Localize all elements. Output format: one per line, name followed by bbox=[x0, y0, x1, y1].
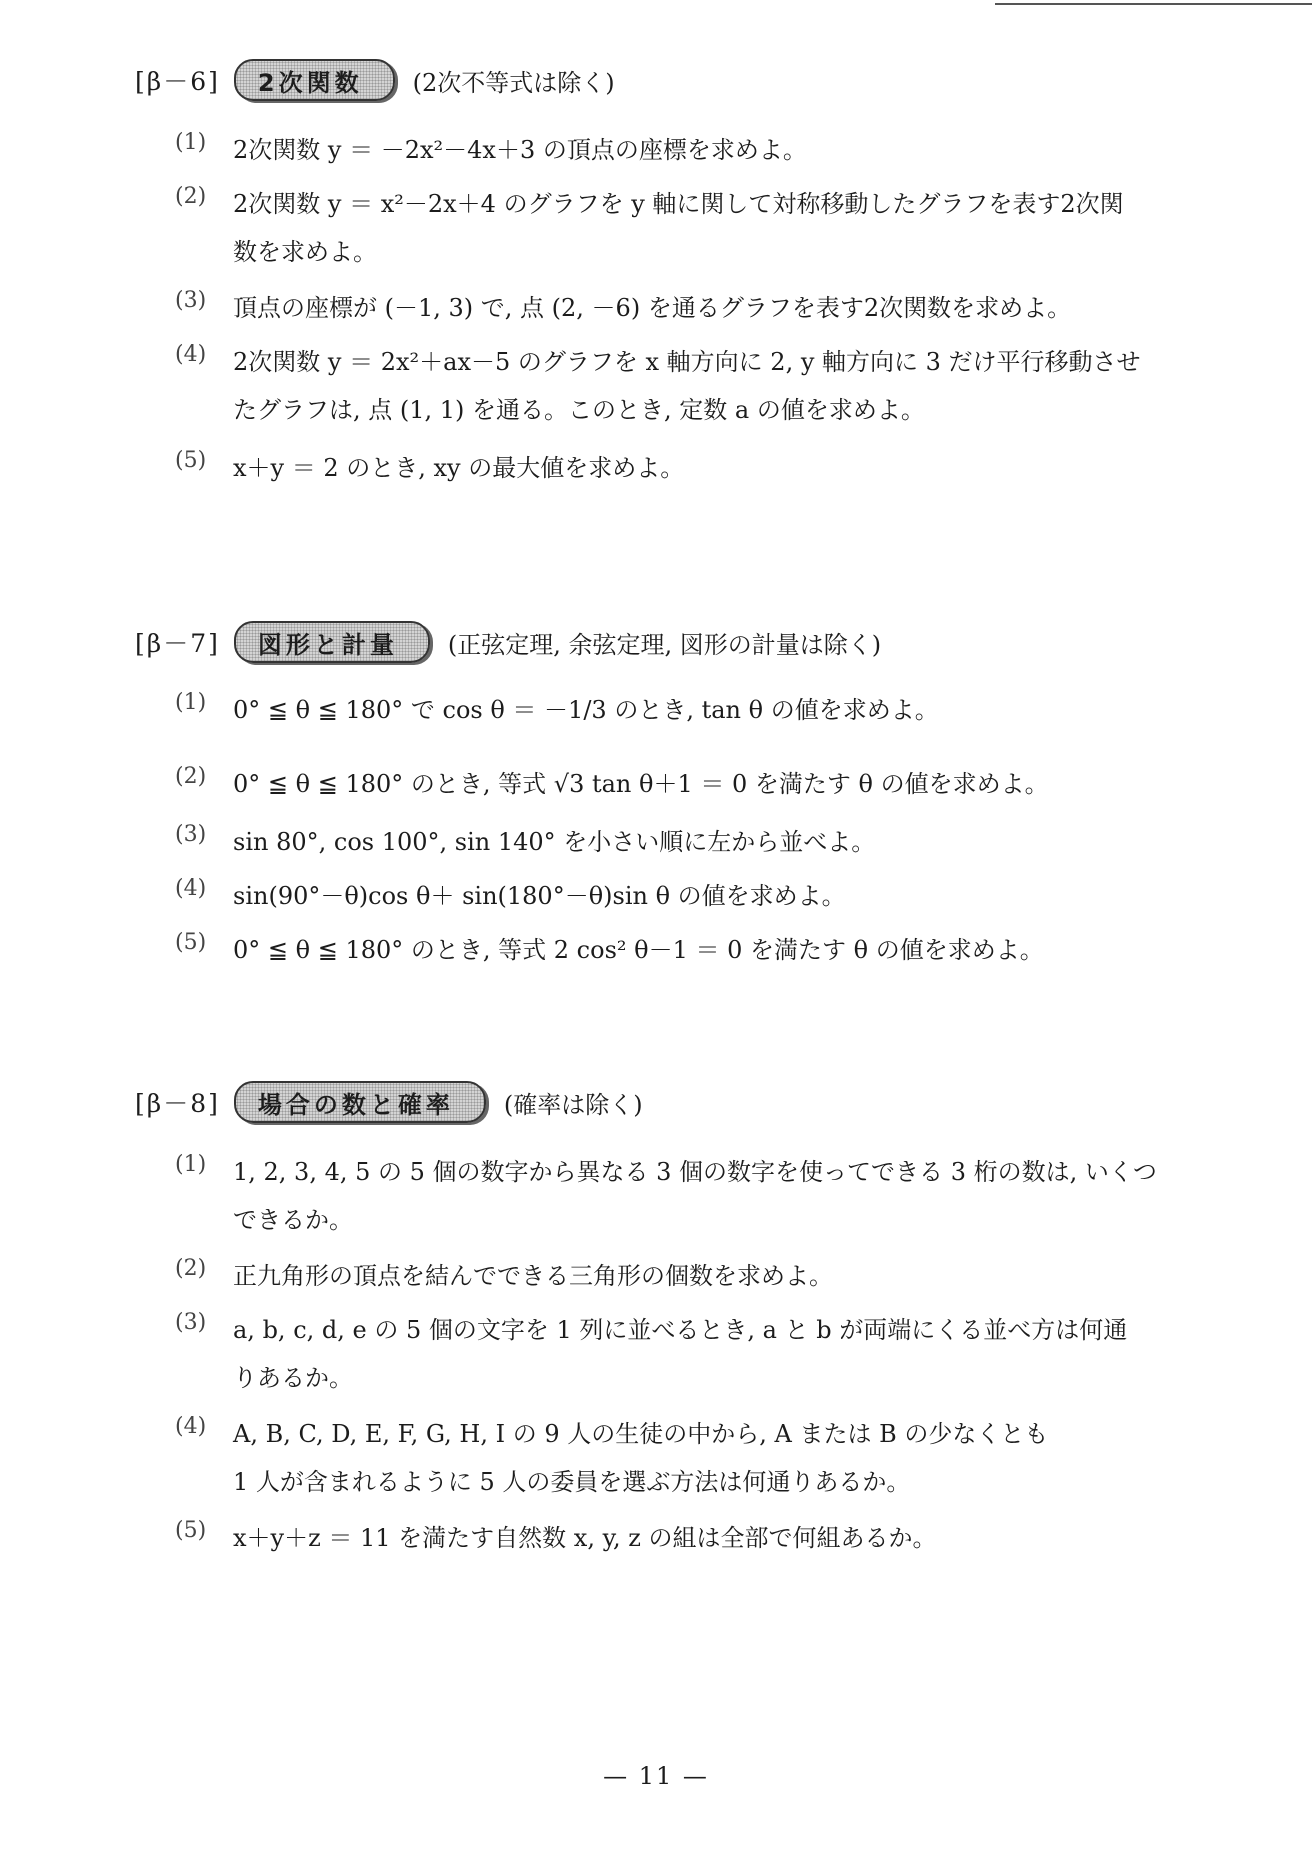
section-note: (確率は除く) bbox=[503, 1090, 643, 1119]
problem-number: (3) bbox=[175, 288, 207, 313]
problem-number: (1) bbox=[175, 1152, 207, 1177]
problem-text: 0° ≦ θ ≦ 180° のとき, 等式 2 cos² θ－1 ＝ 0 を満たす θ の値を求めよ。 bbox=[233, 936, 1044, 964]
problem-number: (5) bbox=[175, 930, 207, 955]
problem-number: (2) bbox=[175, 764, 207, 789]
problem-text: 0° ≦ θ ≦ 180° で cos θ ＝ －1/3 のとき, tan θ の値を求めよ。 bbox=[233, 696, 939, 724]
problem-text: 0° ≦ θ ≦ 180° のとき, 等式 √3 tan θ＋1 ＝ 0 を満たす θ の値を求めよ。 bbox=[233, 770, 1049, 798]
problem-text: 2次関数 y ＝ 2x²＋ax－5 のグラフを x 軸方向に 2, y 軸方向に 3 だけ平行移動させ bbox=[233, 348, 1141, 376]
scan-edge-line bbox=[995, 3, 1312, 5]
problem-text: 正九角形の頂点を結んでできる三角形の個数を求めよ。 bbox=[233, 1262, 833, 1290]
section-title-badge: 図形と計量 bbox=[234, 621, 430, 663]
problem-number: (5) bbox=[175, 1518, 207, 1543]
problem-text: 1 人が含まれるように 5 人の委員を選ぶ方法は何通りあるか。 bbox=[233, 1468, 911, 1496]
problem-text: 頂点の座標が (－1, 3) で, 点 (2, －6) を通るグラフを表す2次関数を求めよ。 bbox=[233, 294, 1072, 322]
problem-number: (1) bbox=[175, 690, 207, 715]
problem-text: 数を求めよ。 bbox=[233, 238, 377, 266]
section-note: (正弦定理, 余弦定理, 図形の計量は除く) bbox=[447, 630, 882, 659]
problem-number: (4) bbox=[175, 1414, 207, 1439]
section-note: (2次不等式は除く) bbox=[412, 68, 615, 97]
problem-text: x＋y＋z ＝ 11 を満たす自然数 x, y, z の組は全部で何組あるか。 bbox=[233, 1524, 937, 1552]
page-number: — 11 — bbox=[603, 1762, 709, 1790]
problem-number: (3) bbox=[175, 822, 207, 847]
problem-text: たグラフは, 点 (1, 1) を通る。このとき, 定数 a の値を求めよ。 bbox=[233, 396, 925, 424]
section-code: [β－7] bbox=[135, 629, 220, 658]
section-header bbox=[135, 1080, 643, 1124]
problem-text: 2次関数 y ＝ －2x²－4x＋3 の頂点の座標を求めよ。 bbox=[233, 136, 807, 164]
problem-text: A, B, C, D, E, F, G, H, I の 9 人の生徒の中から, A または B の少なくとも bbox=[233, 1420, 1049, 1448]
section-title-badge: 2次関数 bbox=[234, 59, 395, 101]
problem-text: できるか。 bbox=[233, 1206, 353, 1234]
problem-text: りあるか。 bbox=[233, 1364, 353, 1392]
problem-text: 2次関数 y ＝ x²－2x＋4 のグラフを y 軸に関して対称移動したグラフを表す2次関 bbox=[233, 190, 1124, 218]
problem-number: (2) bbox=[175, 184, 207, 209]
problem-text: sin(90°－θ)cos θ＋ sin(180°－θ)sin θ の値を求めよ。 bbox=[233, 882, 846, 910]
problem-text: x＋y ＝ 2 のとき, xy の最大値を求めよ。 bbox=[233, 454, 685, 482]
problem-number: (1) bbox=[175, 130, 207, 155]
section-header bbox=[135, 58, 615, 102]
section-title-badge: 場合の数と確率 bbox=[234, 1081, 486, 1123]
problem-number: (2) bbox=[175, 1256, 207, 1281]
problem-number: (4) bbox=[175, 342, 207, 367]
section-code: [β－6] bbox=[135, 67, 220, 96]
section-code: [β－8] bbox=[135, 1089, 220, 1118]
problem-number: (4) bbox=[175, 876, 207, 901]
problem-text: 1, 2, 3, 4, 5 の 5 個の数字から異なる 3 個の数字を使ってできる 3 桁の数は, いくつ bbox=[233, 1158, 1157, 1186]
problem-number: (5) bbox=[175, 448, 207, 473]
section-header bbox=[135, 620, 881, 664]
problem-number: (3) bbox=[175, 1310, 207, 1335]
problem-text: a, b, c, d, e の 5 個の文字を 1 列に並べるとき, a と b が両端にくる並べ方は何通 bbox=[233, 1316, 1128, 1344]
problem-text: sin 80°, cos 100°, sin 140° を小さい順に左から並べよ。 bbox=[233, 828, 876, 856]
